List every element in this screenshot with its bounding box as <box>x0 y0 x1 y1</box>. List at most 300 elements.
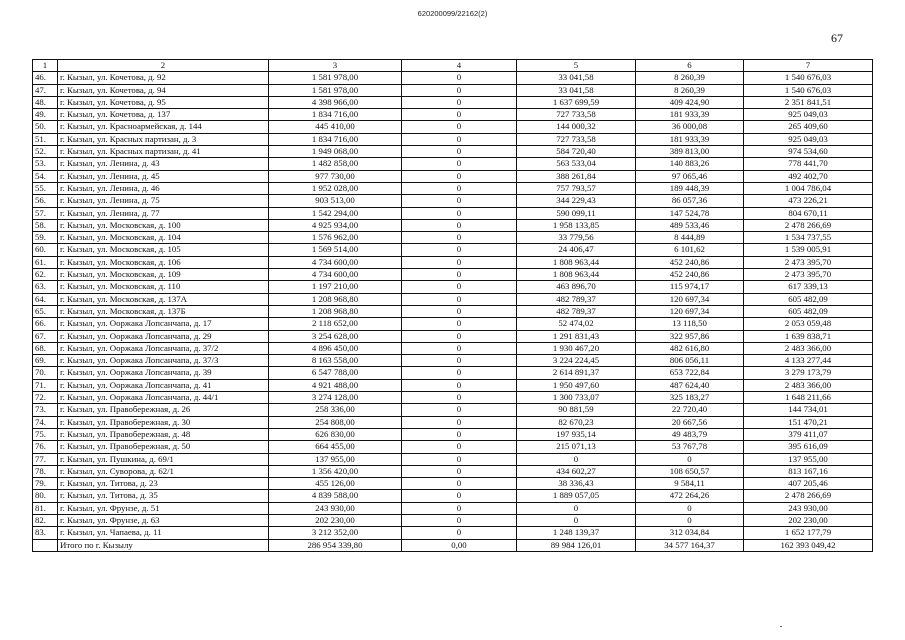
total-cost: 243 930,00 <box>269 502 402 514</box>
table-row <box>33 367 873 379</box>
column-5-value: 434 602,27 <box>517 465 636 477</box>
column-header: 3 <box>269 60 402 72</box>
table-row <box>33 355 873 367</box>
address: г. Кызыл, ул. Красноармейская, д. 144 <box>58 121 269 133</box>
column-7-value: 2 351 841,51 <box>744 96 873 108</box>
row-number: 78. <box>33 465 58 477</box>
column-6-value: 452 240,86 <box>636 256 744 268</box>
column-4-value: 0 <box>402 502 517 514</box>
column-5-value: 1 808 963,44 <box>517 256 636 268</box>
table-row <box>33 342 873 354</box>
column-5-value: 1 808 963,44 <box>517 269 636 281</box>
address: г. Кызыл, ул. Ооржака Лопсанчапа, д. 37/3 <box>58 355 269 367</box>
column-4-value: 0 <box>402 109 517 121</box>
column-6-value: 36 000,08 <box>636 121 744 133</box>
column-6-value: 8 444,89 <box>636 232 744 244</box>
column-7-value: 2 473 395,70 <box>744 256 873 268</box>
column-5-value: 584 720,40 <box>517 146 636 158</box>
row-number: 62. <box>33 269 58 281</box>
column-5-value: 1 248 139,37 <box>517 527 636 539</box>
column-7-value: 974 534,60 <box>744 146 873 158</box>
column-6-value: 0 <box>636 453 744 465</box>
row-number: 60. <box>33 244 58 256</box>
column-5-value: 344 229,43 <box>517 195 636 207</box>
row-number: 68. <box>33 342 58 354</box>
column-4-value: 0 <box>402 244 517 256</box>
column-7-value: 2 483 366,00 <box>744 379 873 391</box>
column-6-value: 389 813,00 <box>636 146 744 158</box>
total-cost: 1 197 210,00 <box>269 281 402 293</box>
column-5-value: 482 789,37 <box>517 305 636 317</box>
column-5-value: 33 041,58 <box>517 72 636 84</box>
table-row <box>33 232 873 244</box>
address: г. Кызыл, ул. Московская, д. 137А <box>58 293 269 305</box>
column-4-value: 0 <box>402 441 517 453</box>
table-row <box>33 416 873 428</box>
total-row-empty-cell <box>33 539 58 551</box>
column-4-value: 0 <box>402 318 517 330</box>
column-6-value: 325 183,27 <box>636 392 744 404</box>
column-6-value: 487 624,40 <box>636 379 744 391</box>
column-4-value: 0 <box>402 305 517 317</box>
table-row <box>33 207 873 219</box>
column-4-value: 0 <box>402 293 517 305</box>
column-4-value: 0 <box>402 330 517 342</box>
address: г. Кызыл, ул. Ооржака Лопсанчапа, д. 29 <box>58 330 269 342</box>
total-cost: 626 830,00 <box>269 428 402 440</box>
column-7-value: 605 482,09 <box>744 293 873 305</box>
column-7-value: 2 053 059,48 <box>744 318 873 330</box>
row-number: 52. <box>33 146 58 158</box>
column-6-value: 489 533,46 <box>636 219 744 231</box>
table-row <box>33 195 873 207</box>
column-7-value: 2 483 366,00 <box>744 342 873 354</box>
column-5-value: 463 896,70 <box>517 281 636 293</box>
column-7-value: 2 478 266,69 <box>744 490 873 502</box>
table-row <box>33 133 873 145</box>
column-5-value: 24 406,47 <box>517 244 636 256</box>
row-number: 53. <box>33 158 58 170</box>
column-7-value: 813 167,16 <box>744 465 873 477</box>
row-number: 54. <box>33 170 58 182</box>
column-header: 7 <box>744 60 873 72</box>
column-6-value: 147 524,78 <box>636 207 744 219</box>
table-row <box>33 441 873 453</box>
table-row <box>33 392 873 404</box>
column-7-value: 202 230,00 <box>744 514 873 526</box>
total-value: 89 984 126,01 <box>517 539 636 551</box>
scan-speck <box>780 626 782 627</box>
address: г. Кызыл, ул. Кочетова, д. 137 <box>58 109 269 121</box>
address: г. Кызыл, ул. Московская, д. 104 <box>58 232 269 244</box>
column-4-value: 0 <box>402 392 517 404</box>
row-number: 76. <box>33 441 58 453</box>
address: г. Кызыл, ул. Московская, д. 105 <box>58 244 269 256</box>
table-body <box>33 60 873 552</box>
table-row <box>33 281 873 293</box>
column-6-value: 22 720,40 <box>636 404 744 416</box>
table-row <box>33 244 873 256</box>
total-cost: 977 730,00 <box>269 170 402 182</box>
row-number: 83. <box>33 527 58 539</box>
column-5-value: 1 930 467,20 <box>517 342 636 354</box>
column-7-value: 151 470,21 <box>744 416 873 428</box>
column-5-value: 0 <box>517 502 636 514</box>
address: г. Кызыл, ул. Ленина, д. 43 <box>58 158 269 170</box>
column-6-value: 653 722,84 <box>636 367 744 379</box>
address: г. Кызыл, ул. Правобережная, д. 48 <box>58 428 269 440</box>
column-5-value: 727 733,58 <box>517 109 636 121</box>
row-number: 56. <box>33 195 58 207</box>
row-number: 72. <box>33 392 58 404</box>
column-7-value: 1 652 177,79 <box>744 527 873 539</box>
column-5-value: 144 000,32 <box>517 121 636 133</box>
total-cost: 3 274 128,00 <box>269 392 402 404</box>
total-cost: 202 230,00 <box>269 514 402 526</box>
column-5-value: 33 779,56 <box>517 232 636 244</box>
address: г. Кызыл, ул. Ленина, д. 77 <box>58 207 269 219</box>
table-row <box>33 379 873 391</box>
column-number-row <box>33 60 873 72</box>
row-number: 47. <box>33 84 58 96</box>
total-cost: 445 410,00 <box>269 121 402 133</box>
column-7-value: 2 473 395,70 <box>744 269 873 281</box>
address: г. Кызыл, ул. Ленина, д. 75 <box>58 195 269 207</box>
total-cost: 1 356 420,00 <box>269 465 402 477</box>
column-4-value: 0 <box>402 170 517 182</box>
column-5-value: 33 041,58 <box>517 84 636 96</box>
row-number: 71. <box>33 379 58 391</box>
column-6-value: 140 883,26 <box>636 158 744 170</box>
total-cost: 258 336,00 <box>269 404 402 416</box>
column-4-value: 0 <box>402 269 517 281</box>
row-number: 49. <box>33 109 58 121</box>
column-4-value: 0 <box>402 465 517 477</box>
total-value: 34 577 164,37 <box>636 539 744 551</box>
column-6-value: 482 616,80 <box>636 342 744 354</box>
table-row <box>33 84 873 96</box>
address: г. Кызыл, ул. Правобережная, д. 26 <box>58 404 269 416</box>
column-6-value: 452 240,86 <box>636 269 744 281</box>
column-4-value: 0 <box>402 207 517 219</box>
column-7-value: 3 279 173,79 <box>744 367 873 379</box>
address: г. Кызыл, ул. Красных партизан, д. 3 <box>58 133 269 145</box>
row-number: 77. <box>33 453 58 465</box>
row-number: 67. <box>33 330 58 342</box>
column-4-value: 0 <box>402 342 517 354</box>
total-cost: 137 955,00 <box>269 453 402 465</box>
row-number: 51. <box>33 133 58 145</box>
column-6-value: 8 260,39 <box>636 72 744 84</box>
column-6-value: 6 101,62 <box>636 244 744 256</box>
total-value: 162 393 049,42 <box>744 539 873 551</box>
column-5-value: 38 336,43 <box>517 478 636 490</box>
column-4-value: 0 <box>402 281 517 293</box>
total-cost: 8 163 558,00 <box>269 355 402 367</box>
address: г. Кызыл, ул. Суворова, д. 62/1 <box>58 465 269 477</box>
row-number: 63. <box>33 281 58 293</box>
total-cost: 3 254 628,00 <box>269 330 402 342</box>
address: г. Кызыл, ул. Кочетова, д. 92 <box>58 72 269 84</box>
column-5-value: 1 300 733,07 <box>517 392 636 404</box>
address: г. Кызыл, ул. Чапаева, д. 11 <box>58 527 269 539</box>
column-6-value: 806 056,11 <box>636 355 744 367</box>
column-5-value: 727 733,58 <box>517 133 636 145</box>
table-row <box>33 502 873 514</box>
column-header: 1 <box>33 60 58 72</box>
table-row <box>33 269 873 281</box>
table-row <box>33 293 873 305</box>
table-row <box>33 527 873 539</box>
column-7-value: 243 930,00 <box>744 502 873 514</box>
address: г. Кызыл, ул. Титова, д. 23 <box>58 478 269 490</box>
total-cost: 2 118 652,00 <box>269 318 402 330</box>
table-row <box>33 490 873 502</box>
table-row <box>33 158 873 170</box>
column-5-value: 757 793,57 <box>517 182 636 194</box>
column-4-value: 0 <box>402 84 517 96</box>
column-5-value: 1 291 831,43 <box>517 330 636 342</box>
table-row <box>33 72 873 84</box>
total-cost: 903 513,00 <box>269 195 402 207</box>
total-cost: 254 808,00 <box>269 416 402 428</box>
address: г. Кызыл, ул. Фрунзе, д. 51 <box>58 502 269 514</box>
address: г. Кызыл, ул. Фрунзе, д. 63 <box>58 514 269 526</box>
total-cost: 1 569 514,00 <box>269 244 402 256</box>
total-cost: 455 126,00 <box>269 478 402 490</box>
column-header: 6 <box>636 60 744 72</box>
column-4-value: 0 <box>402 256 517 268</box>
column-4-value: 0 <box>402 219 517 231</box>
column-7-value: 1 540 676,03 <box>744 84 873 96</box>
table-row <box>33 478 873 490</box>
document-id: 620200099/22162(2) <box>417 9 488 18</box>
column-7-value: 407 205,46 <box>744 478 873 490</box>
total-cost: 1 576 962,00 <box>269 232 402 244</box>
total-cost: 1 949 068,00 <box>269 146 402 158</box>
total-label: Итого по г. Кызылу <box>58 539 269 551</box>
total-cost: 4 921 488,00 <box>269 379 402 391</box>
row-number: 82. <box>33 514 58 526</box>
total-cost: 664 455,00 <box>269 441 402 453</box>
row-number: 58. <box>33 219 58 231</box>
column-6-value: 86 057,36 <box>636 195 744 207</box>
table-row <box>33 109 873 121</box>
column-header: 4 <box>402 60 517 72</box>
row-number: 79. <box>33 478 58 490</box>
column-4-value: 0 <box>402 355 517 367</box>
table-row <box>33 146 873 158</box>
address: г. Кызыл, ул. Ооржака Лопсанчапа, д. 17 <box>58 318 269 330</box>
column-4-value: 0 <box>402 146 517 158</box>
column-5-value: 482 789,37 <box>517 293 636 305</box>
row-number: 61. <box>33 256 58 268</box>
total-cost: 1 581 978,00 <box>269 72 402 84</box>
column-7-value: 804 670,11 <box>744 207 873 219</box>
column-7-value: 492 402,70 <box>744 170 873 182</box>
column-5-value: 0 <box>517 514 636 526</box>
column-5-value: 1 889 057,05 <box>517 490 636 502</box>
row-number: 70. <box>33 367 58 379</box>
column-7-value: 1 639 838,71 <box>744 330 873 342</box>
table-row <box>33 318 873 330</box>
column-7-value: 605 482,09 <box>744 305 873 317</box>
table-row <box>33 121 873 133</box>
column-7-value: 4 133 277,44 <box>744 355 873 367</box>
address: г. Кызыл, ул. Ленина, д. 46 <box>58 182 269 194</box>
total-cost: 3 212 352,00 <box>269 527 402 539</box>
column-4-value: 0 <box>402 428 517 440</box>
column-4-value: 0 <box>402 416 517 428</box>
table-row <box>33 428 873 440</box>
row-number: 81. <box>33 502 58 514</box>
column-4-value: 0 <box>402 453 517 465</box>
total-cost: 4 398 966,00 <box>269 96 402 108</box>
address: г. Кызыл, ул. Красных партизан, д. 41 <box>58 146 269 158</box>
page-number: 67 <box>831 31 843 45</box>
total-cost: 1 834 716,00 <box>269 109 402 121</box>
total-cost: 1 482 858,00 <box>269 158 402 170</box>
total-cost: 4 839 588,00 <box>269 490 402 502</box>
row-number: 64. <box>33 293 58 305</box>
column-6-value: 9 584,11 <box>636 478 744 490</box>
column-5-value: 90 881,59 <box>517 404 636 416</box>
row-number: 55. <box>33 182 58 194</box>
total-cost: 1 208 968,80 <box>269 305 402 317</box>
address: г. Кызыл, ул. Пушкина, д. 69/1 <box>58 453 269 465</box>
address: г. Кызыл, ул. Ооржака Лопсанчапа, д. 37/2 <box>58 342 269 354</box>
column-6-value: 0 <box>636 502 744 514</box>
column-4-value: 0 <box>402 367 517 379</box>
column-4-value: 0 <box>402 404 517 416</box>
column-7-value: 1 004 786,04 <box>744 182 873 194</box>
total-cost: 1 542 294,00 <box>269 207 402 219</box>
column-6-value: 120 697,34 <box>636 305 744 317</box>
column-6-value: 8 260,39 <box>636 84 744 96</box>
column-6-value: 120 697,34 <box>636 293 744 305</box>
column-4-value: 0 <box>402 72 517 84</box>
column-6-value: 13 118,50 <box>636 318 744 330</box>
column-6-value: 108 650,57 <box>636 465 744 477</box>
column-6-value: 49 483,79 <box>636 428 744 440</box>
total-cost: 4 925 934,00 <box>269 219 402 231</box>
column-5-value: 3 224 224,45 <box>517 355 636 367</box>
column-5-value: 1 637 699,59 <box>517 96 636 108</box>
column-7-value: 379 411,07 <box>744 428 873 440</box>
table-row <box>33 465 873 477</box>
column-5-value: 590 099,11 <box>517 207 636 219</box>
column-6-value: 53 767,78 <box>636 441 744 453</box>
address: г. Кызыл, ул. Московская, д. 137Б <box>58 305 269 317</box>
column-6-value: 181 933,39 <box>636 109 744 121</box>
column-7-value: 1 648 211,66 <box>744 392 873 404</box>
total-cost: 1 208 968,80 <box>269 293 402 305</box>
row-number: 59. <box>33 232 58 244</box>
column-4-value: 0 <box>402 182 517 194</box>
total-value: 0,00 <box>402 539 517 551</box>
column-7-value: 265 409,60 <box>744 121 873 133</box>
column-6-value: 97 065,46 <box>636 170 744 182</box>
column-7-value: 473 226,21 <box>744 195 873 207</box>
address: г. Кызыл, ул. Правобережная, д. 50 <box>58 441 269 453</box>
address: г. Кызыл, ул. Кочетова, д. 94 <box>58 84 269 96</box>
column-6-value: 181 933,39 <box>636 133 744 145</box>
column-5-value: 2 614 891,37 <box>517 367 636 379</box>
column-header: 5 <box>517 60 636 72</box>
column-5-value: 82 670,23 <box>517 416 636 428</box>
column-4-value: 0 <box>402 133 517 145</box>
row-number: 48. <box>33 96 58 108</box>
address: г. Кызыл, ул. Правобережная, д. 30 <box>58 416 269 428</box>
column-4-value: 0 <box>402 514 517 526</box>
column-7-value: 925 049,03 <box>744 133 873 145</box>
column-4-value: 0 <box>402 96 517 108</box>
address: г. Кызыл, ул. Московская, д. 110 <box>58 281 269 293</box>
column-7-value: 1 539 005,91 <box>744 244 873 256</box>
table-row <box>33 182 873 194</box>
column-header: 2 <box>58 60 269 72</box>
address: г. Кызыл, ул. Ленина, д. 45 <box>58 170 269 182</box>
column-5-value: 563 533,04 <box>517 158 636 170</box>
table-row <box>33 330 873 342</box>
total-cost: 1 952 028,00 <box>269 182 402 194</box>
total-cost: 1 581 978,00 <box>269 84 402 96</box>
table-row <box>33 305 873 317</box>
column-4-value: 0 <box>402 158 517 170</box>
column-4-value: 0 <box>402 527 517 539</box>
column-6-value: 409 424,90 <box>636 96 744 108</box>
total-row <box>33 539 873 551</box>
total-value: 286 954 339,80 <box>269 539 402 551</box>
total-cost: 1 834 716,00 <box>269 133 402 145</box>
total-cost: 6 547 788,00 <box>269 367 402 379</box>
table-row <box>33 96 873 108</box>
column-7-value: 2 478 266,69 <box>744 219 873 231</box>
total-cost: 4 734 600,00 <box>269 269 402 281</box>
column-5-value: 1 958 133,85 <box>517 219 636 231</box>
row-number: 57. <box>33 207 58 219</box>
column-7-value: 1 540 676,03 <box>744 72 873 84</box>
address: г. Кызыл, ул. Московская, д. 106 <box>58 256 269 268</box>
table-row <box>33 453 873 465</box>
column-6-value: 322 957,86 <box>636 330 744 342</box>
register-table <box>32 59 873 552</box>
column-5-value: 0 <box>517 453 636 465</box>
column-7-value: 395 616,09 <box>744 441 873 453</box>
address: г. Кызыл, ул. Титова, д. 35 <box>58 490 269 502</box>
row-number: 80. <box>33 490 58 502</box>
column-5-value: 52 474,02 <box>517 318 636 330</box>
table-row <box>33 514 873 526</box>
column-7-value: 778 441,70 <box>744 158 873 170</box>
column-6-value: 472 264,26 <box>636 490 744 502</box>
address: г. Кызыл, ул. Ооржака Лопсанчапа, д. 39 <box>58 367 269 379</box>
column-5-value: 1 950 497,60 <box>517 379 636 391</box>
column-5-value: 215 071,13 <box>517 441 636 453</box>
table-row <box>33 404 873 416</box>
address: г. Кызыл, ул. Ооржака Лопсанчапа, д. 41 <box>58 379 269 391</box>
column-7-value: 925 049,03 <box>744 109 873 121</box>
row-number: 50. <box>33 121 58 133</box>
column-6-value: 115 974,17 <box>636 281 744 293</box>
total-cost: 4 896 450,00 <box>269 342 402 354</box>
column-6-value: 0 <box>636 514 744 526</box>
row-number: 69. <box>33 355 58 367</box>
total-cost: 4 734 600,00 <box>269 256 402 268</box>
row-number: 75. <box>33 428 58 440</box>
row-number: 73. <box>33 404 58 416</box>
address: г. Кызыл, ул. Кочетова, д. 95 <box>58 96 269 108</box>
